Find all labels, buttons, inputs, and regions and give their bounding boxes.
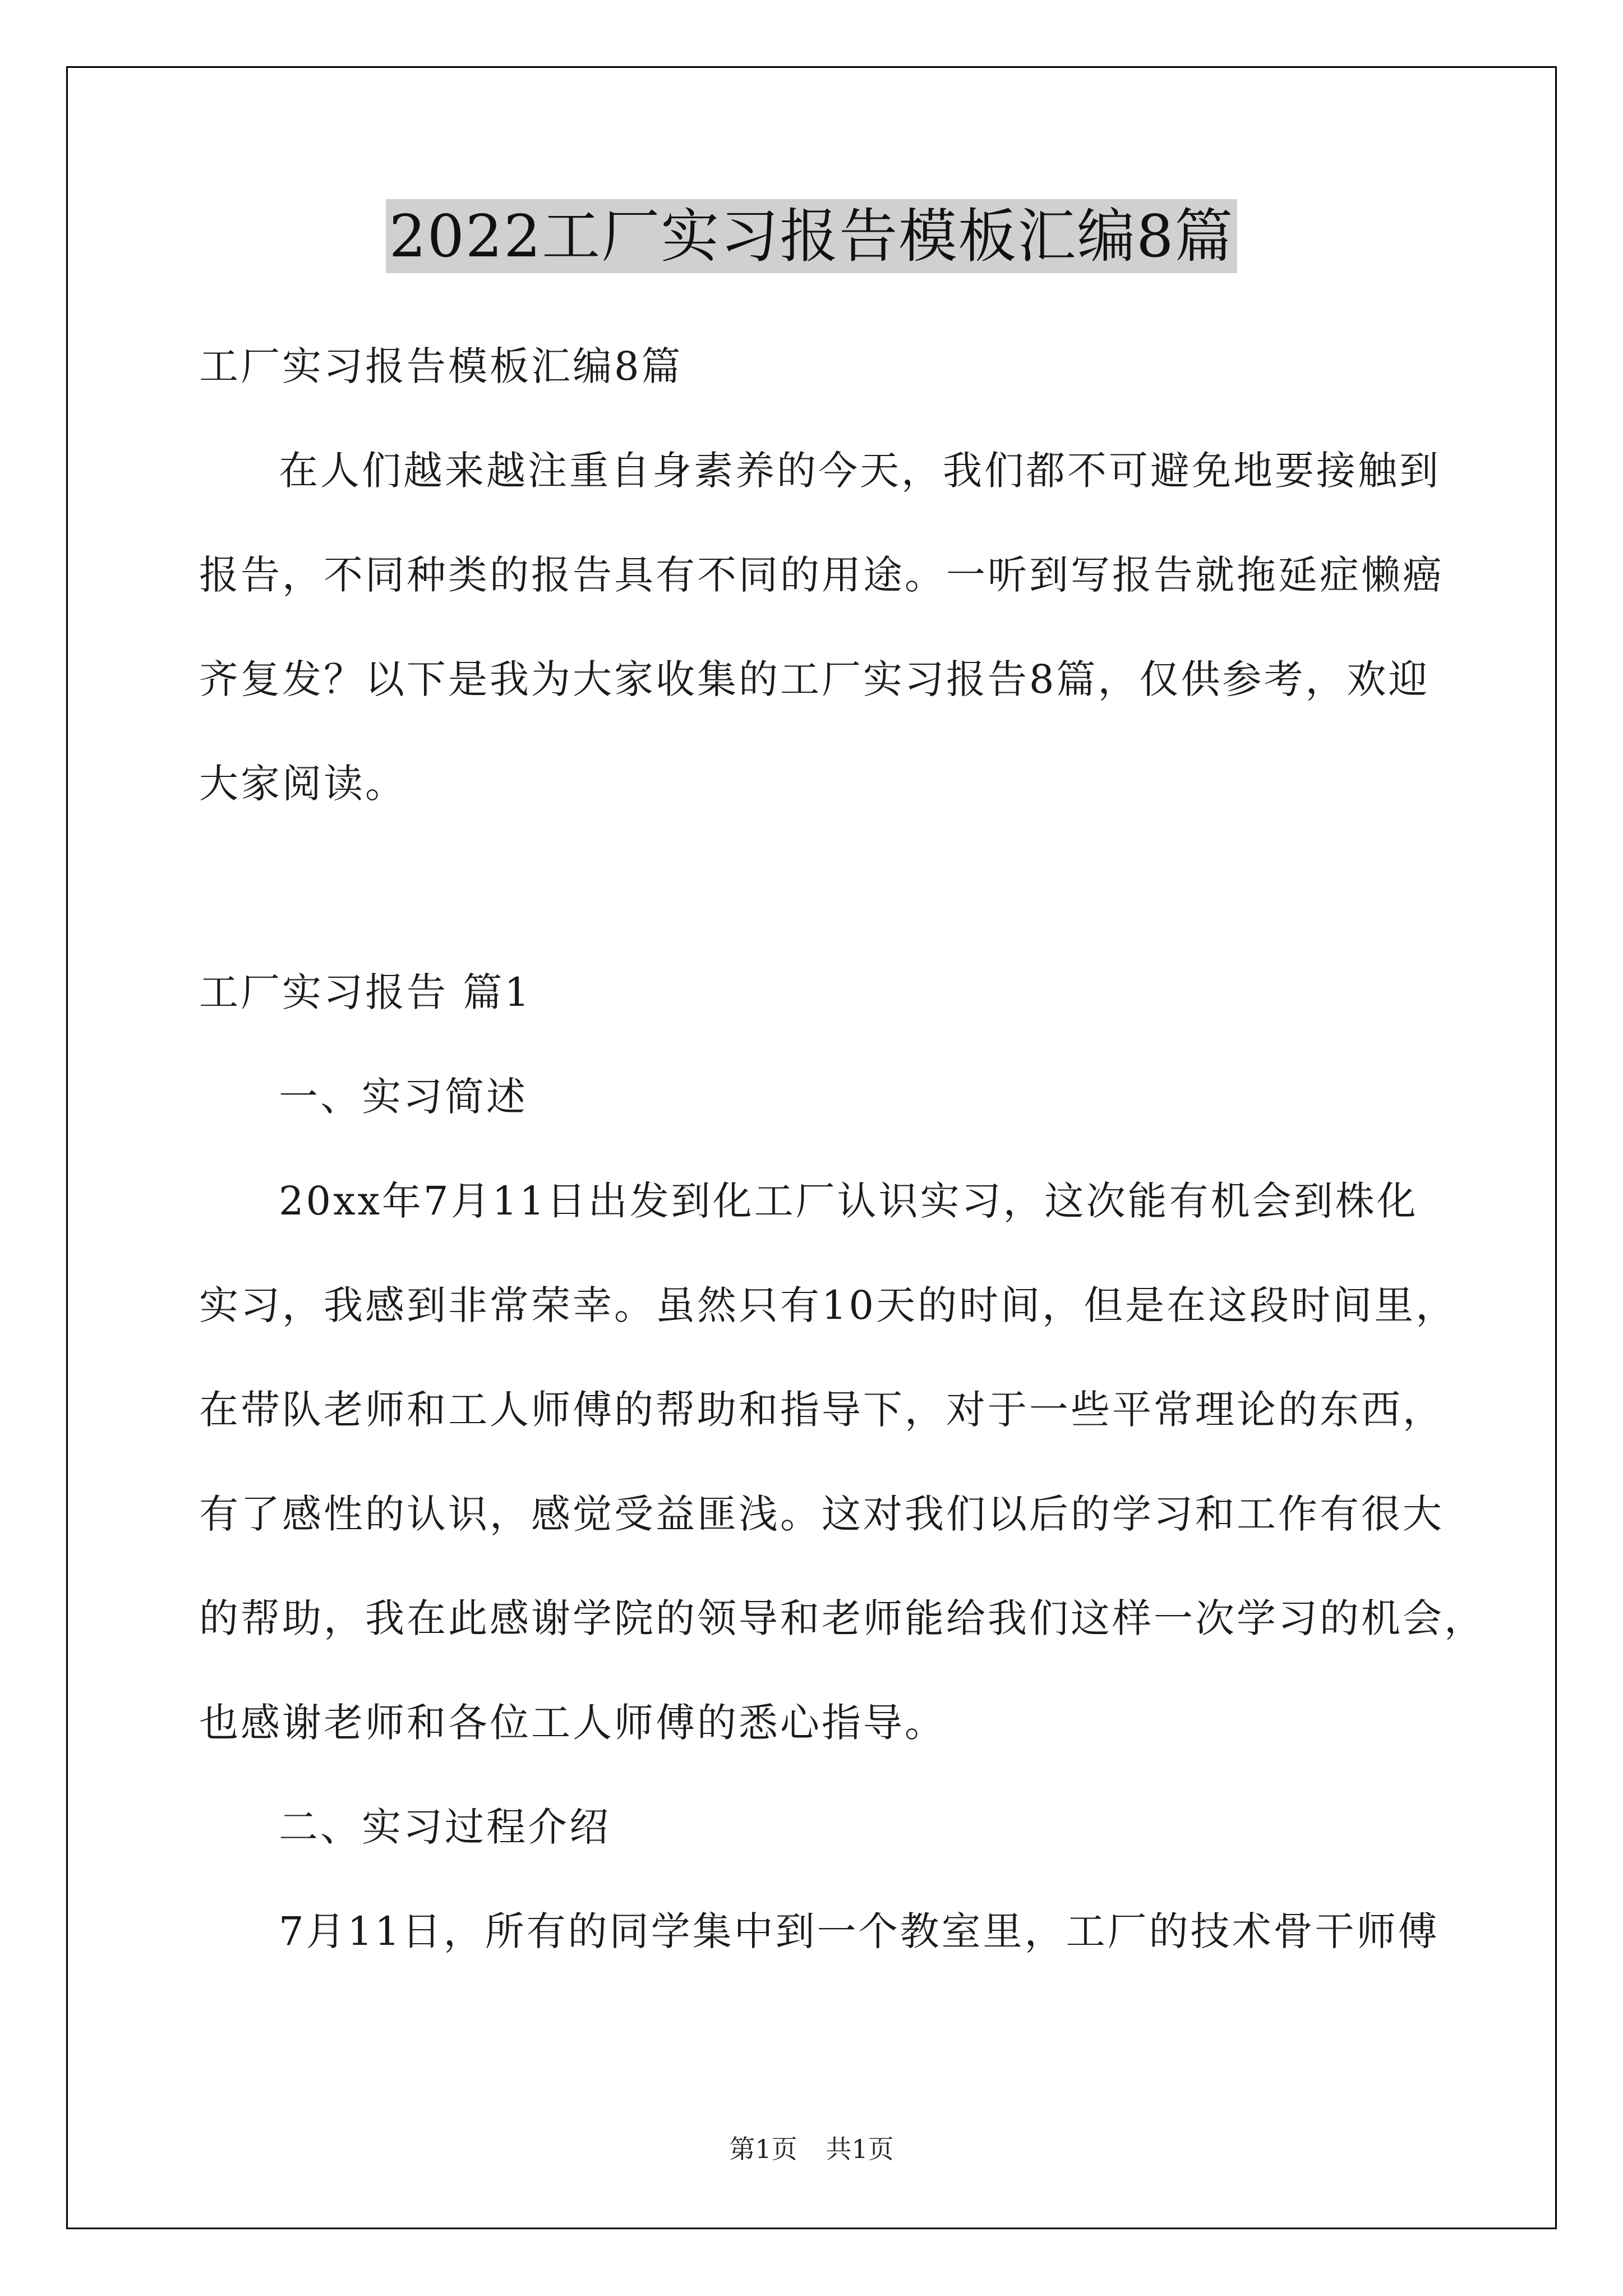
intro-line: 齐复发？以下是我为大家收集的工厂实习报告8篇，仅供参考，欢迎 <box>199 656 1430 702</box>
part-heading: 一、实习简述 <box>279 1074 528 1120</box>
blank-line <box>199 836 1461 940</box>
page-number: 第1页 <box>729 2134 797 2164</box>
paragraph-line: 20xx年7月11日出发到化工厂认识实习，这次能有机会到株化 <box>279 1178 1418 1224</box>
document-title-wrapper <box>0 199 1623 273</box>
section-heading: 工厂实习报告 篇1 <box>199 969 532 1015</box>
paragraph-line: 有了感性的认识，感觉受益匪浅。这对我们以后的学习和工作有很大 <box>199 1491 1444 1537</box>
part-heading: 二、实习过程介绍 <box>279 1804 611 1850</box>
intro-line: 报告，不同种类的报告具有不同的用途。一听到写报告就拖延症懒癌 <box>199 552 1444 598</box>
paragraph-line: 7月11日，所有的同学集中到一个教室里，工厂的技术骨干师傅 <box>279 1908 1440 1954</box>
paragraph-line: 的帮助，我在此感谢学院的领导和老师能给我们这样一次学习的机会， <box>199 1595 1486 1641</box>
subtitle: 工厂实习报告模板汇编8篇 <box>199 343 683 389</box>
intro-line: 在人们越来越注重自身素养的今天，我们都不可避免地要接触到 <box>279 448 1441 494</box>
intro-line: 大家阅读。 <box>199 761 407 807</box>
paragraph-line: 实习，我感到非常荣幸。虽然只有10天的时间，但是在这段时间里， <box>199 1282 1458 1328</box>
paragraph-line: 在带队老师和工人师傅的帮助和指导下，对于一些平常理论的东西， <box>199 1387 1444 1433</box>
page-total: 共1页 <box>826 2134 894 2164</box>
page-footer <box>0 2129 1623 2166</box>
paragraph-line: 也感谢老师和各位工人师傅的悉心指导。 <box>199 1700 946 1746</box>
document-body <box>199 314 1486 1984</box>
document-title: 2022工厂实习报告模板汇编8篇 <box>386 199 1238 273</box>
